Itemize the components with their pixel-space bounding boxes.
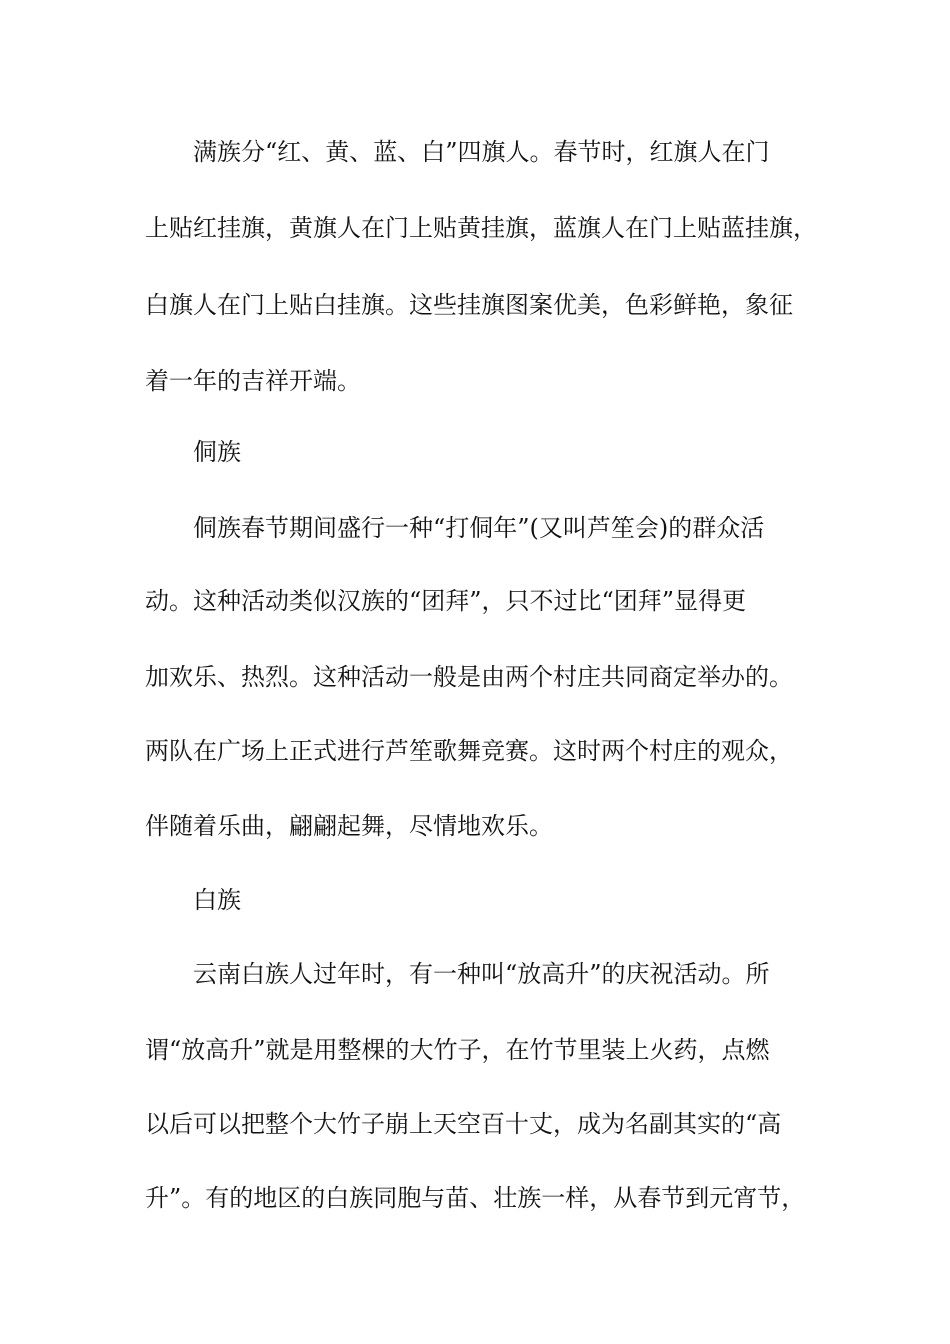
paragraph-line: 着一年的吉祥开端。 [145,367,361,395]
paragraph-line: 谓“放高升”就是用整棵的大竹子，在竹节里装上火药，点燃 [145,1036,770,1064]
paragraph-line: 动。这种活动类似汉族的“团拜”，只不过比“团拜”显得更 [145,587,747,615]
section-heading-dong: 侗族 [193,438,241,466]
paragraph-line: 白旗人在门上贴白挂旗。这些挂旗图案优美，色彩鲜艳，象征 [145,291,793,319]
paragraph-line: 加欢乐、热烈。这种活动一般是由两个村庄共同商定举办的。 [145,663,793,691]
paragraph-line: 云南白族人过年时，有一种叫“放高升”的庆祝活动。所 [193,960,770,988]
section-heading-bai: 白族 [193,886,241,914]
paragraph-line: 以后可以把整个大竹子崩上天空百十丈，成为名副其实的“高 [145,1110,782,1138]
paragraph-line: 满族分“红、黄、蓝、白”四旗人。春节时，红旗人在门 [193,138,770,166]
paragraph-line: 侗族春节期间盛行一种“打侗年”(又叫芦笙会)的群众活 [193,514,765,542]
paragraph-line: 伴随着乐曲，翩翩起舞，尽情地欢乐。 [145,812,553,840]
paragraph-line: 上贴红挂旗，黄旗人在门上贴黄挂旗，蓝旗人在门上贴蓝挂旗， [145,214,817,242]
paragraph-line: 升”。有的地区的白族同胞与苗、壮族一样，从春节到元宵节， [145,1184,806,1212]
paragraph-line: 两队在广场上正式进行芦笙歌舞竞赛。这时两个村庄的观众， [145,737,793,765]
